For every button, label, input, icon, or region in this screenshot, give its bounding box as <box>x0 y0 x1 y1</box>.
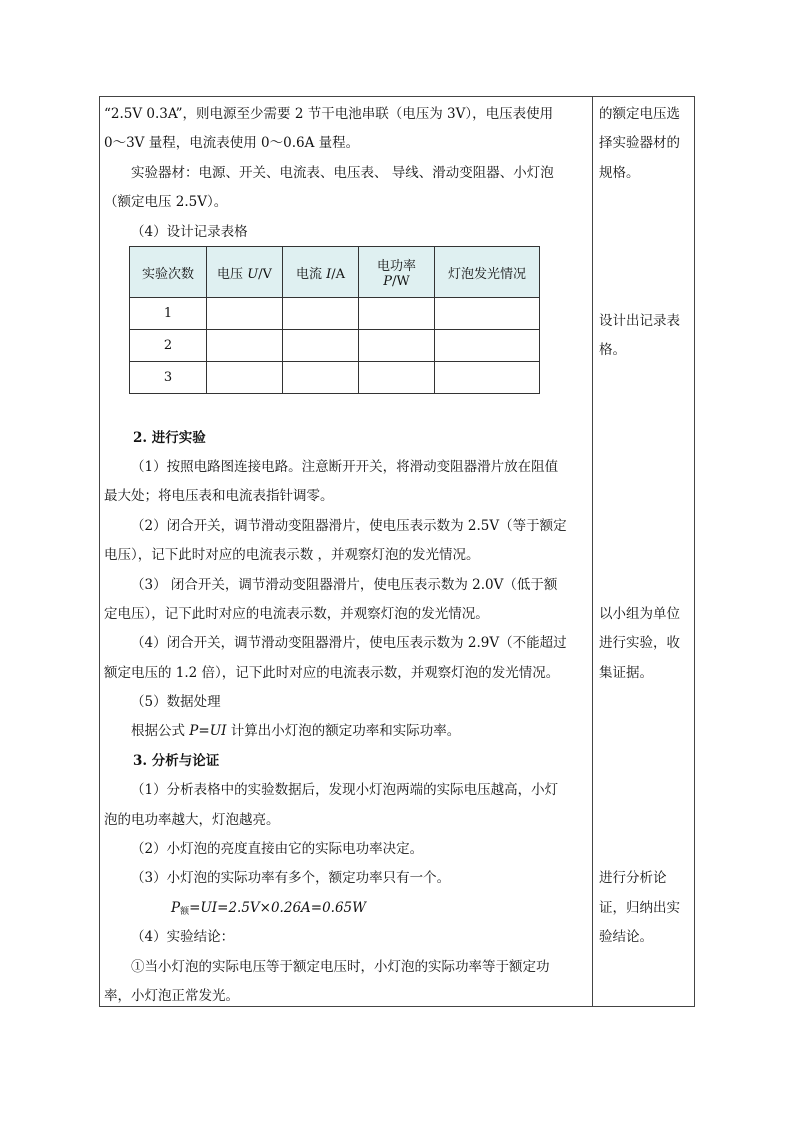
side-note: 以小组为单位 <box>599 606 680 622</box>
text-line: 额定电压的 1.2 倍），记下此时对应的电流表示数，并观察灯泡的发光情况。 <box>104 665 560 681</box>
table-cell <box>207 298 283 330</box>
table-cell <box>207 362 283 394</box>
header-power: 电功率 P/W <box>359 247 435 298</box>
table-cell: 2 <box>130 330 207 362</box>
side-note: 规格。 <box>599 165 640 181</box>
column-divider <box>592 96 593 1007</box>
text-line: （1）分析表格中的实验数据后，发现小灯泡两端的实际电压越高，小灯 <box>131 782 559 798</box>
text-line: （5）数据处理 <box>131 694 221 710</box>
text-line: 实验器材：电源、开关、电流表、电压表、 导线、滑动变阻器、小灯泡 <box>131 165 554 181</box>
side-note: 择实验器材的 <box>599 135 680 151</box>
text-line: “2.5V 0.3A”，则电源至少需要 2 节干电池串联（电压为 3V），电压表使用 <box>104 106 554 122</box>
text-line: 定电压），记下此时对应的电流表示数，并观察灯泡的发光情况。 <box>104 606 489 622</box>
table-cell <box>207 330 283 362</box>
power-formula: $P_额=UI=2.5V\times 0.26A=0.65W$ <box>171 900 367 917</box>
side-note: 进行实验，收 <box>599 635 680 651</box>
table-cell <box>283 330 359 362</box>
table-cell: 3 <box>130 362 207 394</box>
text-line: 泡的电功率越大，灯泡越亮。 <box>104 812 280 828</box>
side-note: 集证据。 <box>599 665 653 681</box>
side-note: 验结论。 <box>599 929 653 945</box>
text-line: （4）实验结论： <box>131 929 235 945</box>
table-cell <box>359 362 435 394</box>
section-heading: 2. 进行实验 <box>133 430 206 446</box>
side-note: 进行分析论 <box>599 870 667 886</box>
table-cell: 1 <box>130 298 207 330</box>
side-note: 设计出记录表 <box>599 313 680 329</box>
record-table <box>129 246 540 394</box>
text-line: （3）小灯泡的实际功率有多个，额定功率只有一个。 <box>131 870 451 886</box>
header-trial: 实验次数 <box>130 247 207 298</box>
section-heading: 3. 分析与论证 <box>133 753 220 769</box>
side-note: 的额定电压选 <box>599 106 680 122</box>
side-note: 格。 <box>599 342 626 358</box>
table-row <box>130 330 540 362</box>
formula-line: 根据公式 P=UI 计算出小灯泡的额定功率和实际功率。 <box>131 723 461 739</box>
text-line: （4）设计记录表格 <box>131 224 248 240</box>
table-cell <box>359 298 435 330</box>
header-voltage: 电压 U/V <box>207 247 283 298</box>
text-line: （2）闭合开关，调节滑动变阻器滑片，使电压表示数为 2.5V（等于额定 <box>131 518 567 534</box>
table-cell <box>435 362 540 394</box>
header-current: 电流 I/A <box>283 247 359 298</box>
text-line: （1）按照电路图连接电路。注意断开开关，将滑动变阻器滑片放在阻值 <box>131 459 559 475</box>
text-line: （2）小灯泡的亮度直接由它的实际电功率决定。 <box>131 841 424 857</box>
header-brightness: 灯泡发光情况 <box>435 247 540 298</box>
table-cell <box>283 362 359 394</box>
text-line: 最大处；将电压表和电流表指针调零。 <box>104 488 334 504</box>
table-cell <box>283 298 359 330</box>
text-line: （额定电压 2.5V）。 <box>104 194 228 210</box>
table-row <box>130 298 540 330</box>
text-line: 电压），记下此时对应的电流表示数 ，并观察灯泡的发光情况。 <box>104 547 480 563</box>
table-cell <box>359 330 435 362</box>
text-line: （3） 闭合开关，调节滑动变阻器滑片，使电压表示数为 2.0V（低于额 <box>131 577 558 593</box>
text-line: （4）闭合开关，调节滑动变阻器滑片，使电压表示数为 2.9V（不能超过 <box>131 635 567 651</box>
text-line: 0～3V 量程，电流表使用 0～0.6A 量程。 <box>104 135 360 151</box>
table-cell <box>435 330 540 362</box>
text-line: ①当小灯泡的实际电压等于额定电压时，小灯泡的实际功率等于额定功 <box>131 959 550 975</box>
text-line: 率，小灯泡正常发光。 <box>104 988 239 1004</box>
side-note: 证，归纳出实 <box>599 900 680 916</box>
table-row <box>130 362 540 394</box>
table-cell <box>435 298 540 330</box>
table-header-row <box>130 247 540 298</box>
